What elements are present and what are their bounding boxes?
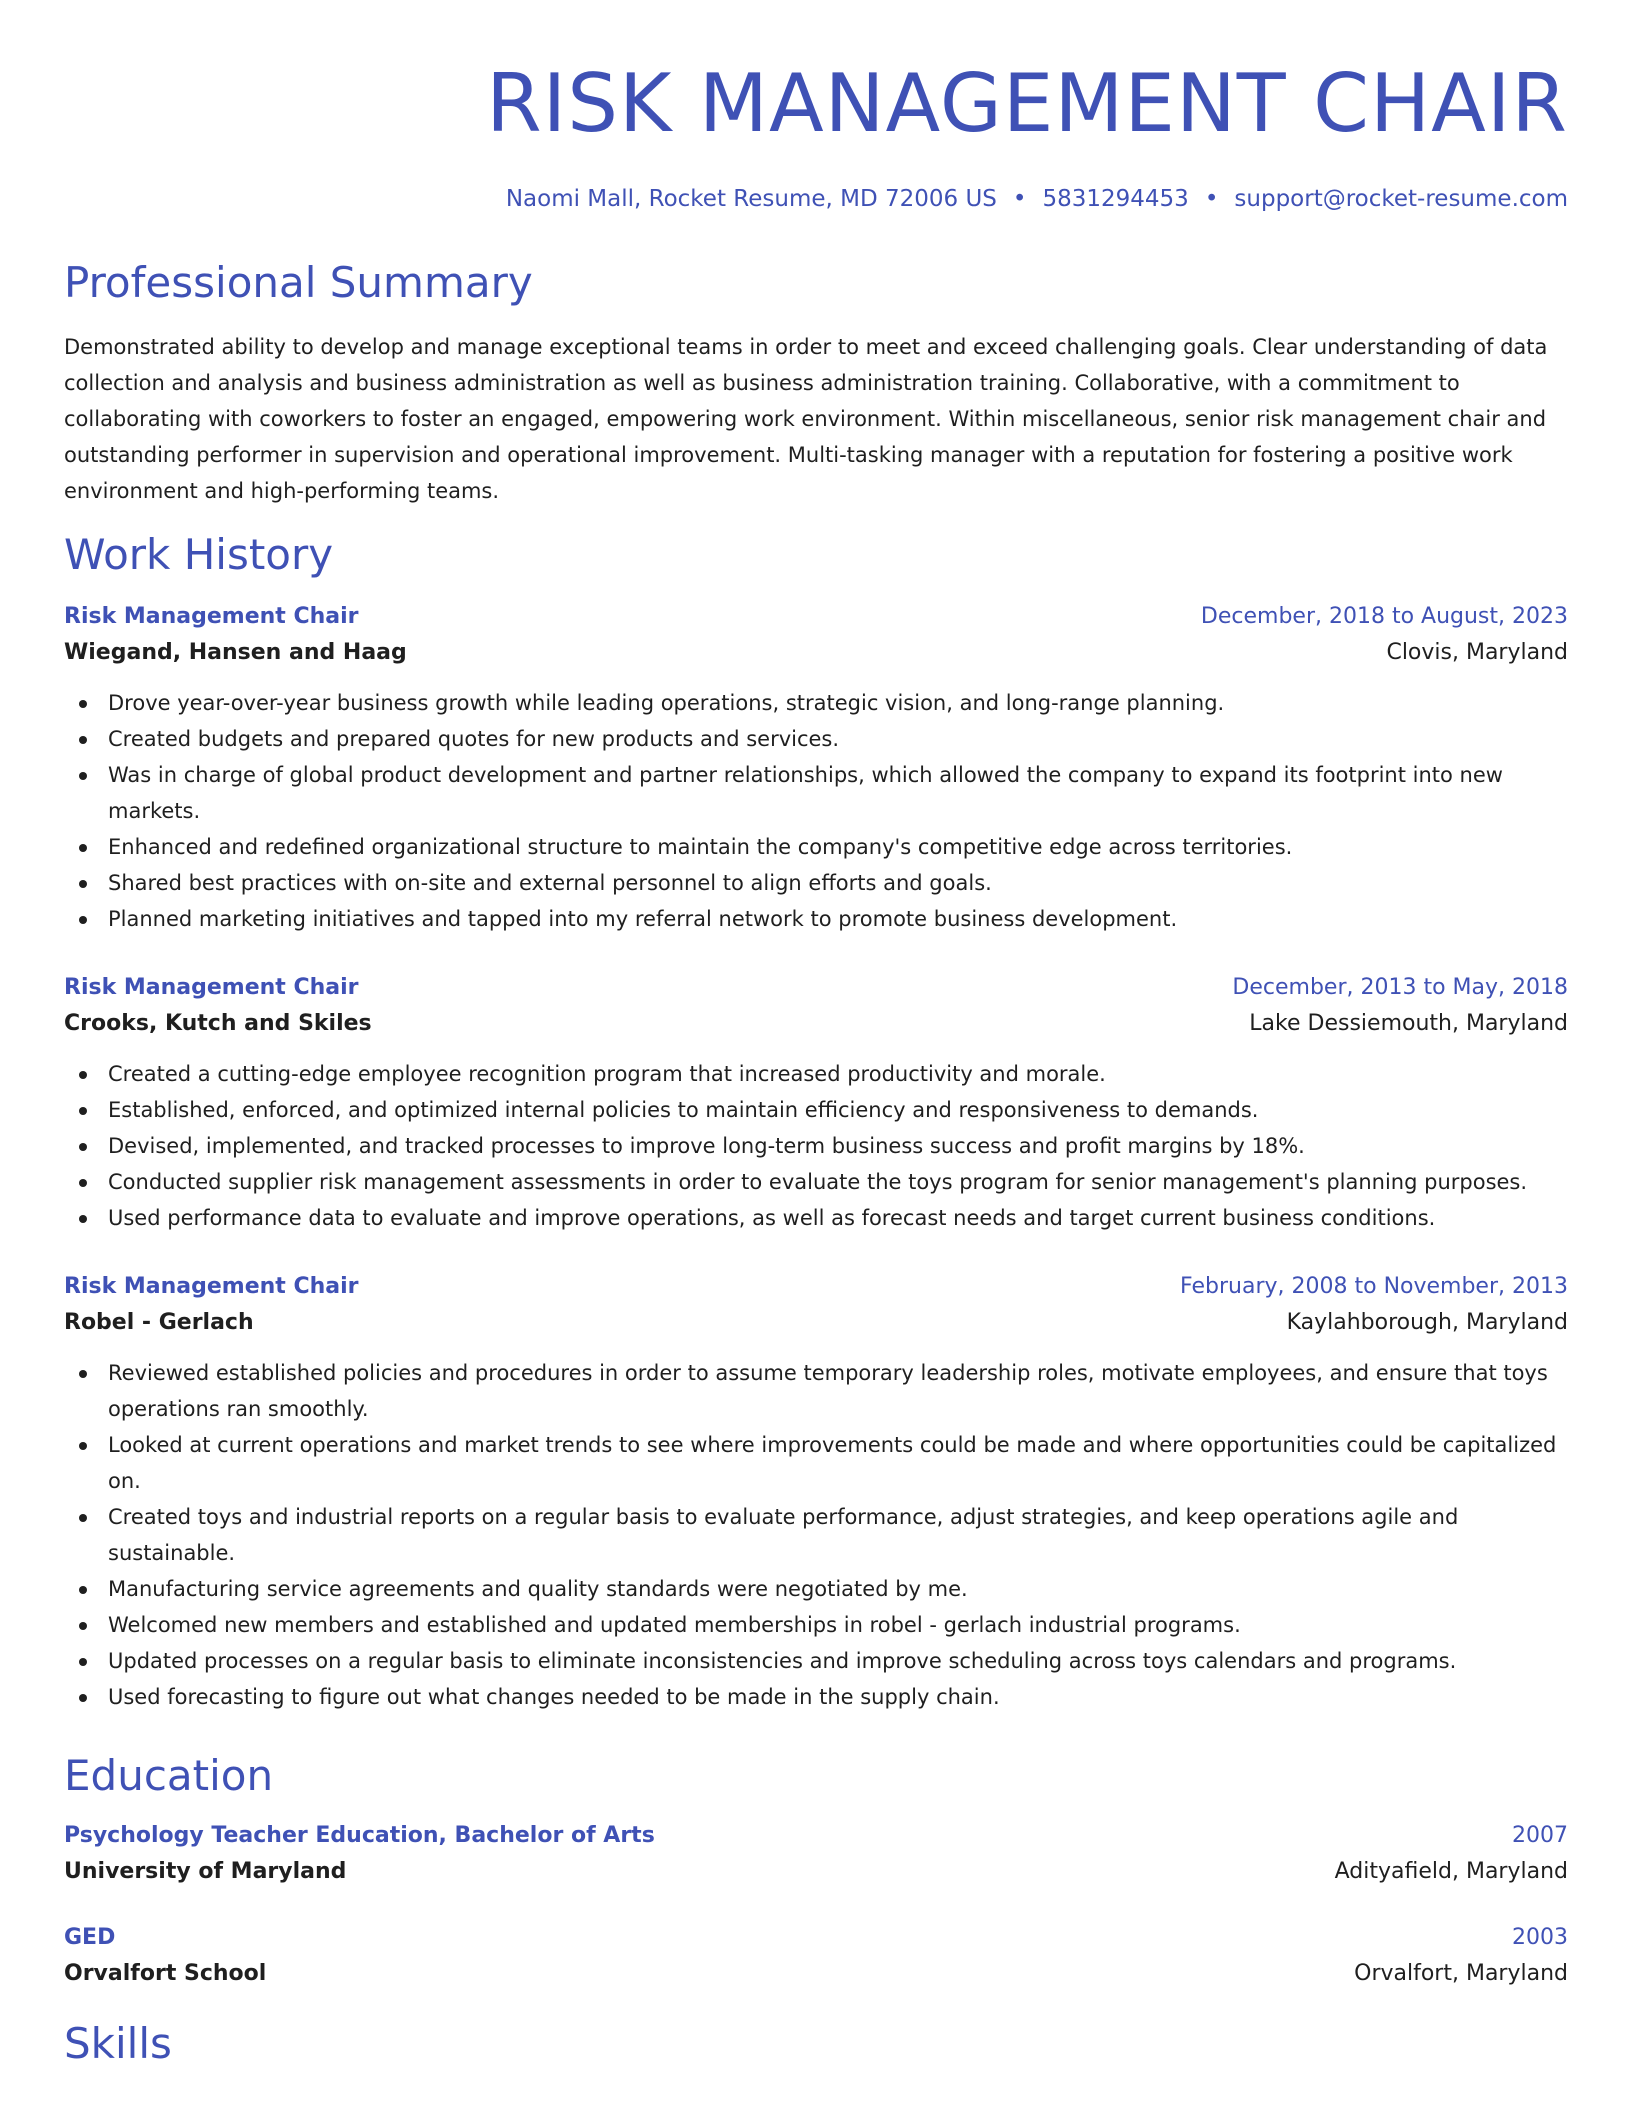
job-bullet: Created toys and industrial reports on a regular basis to evaluate performance, adjust strategies, and keep operations agile and sustainable. [64,1499,1568,1571]
education-degree: Psychology Teacher Education, Bachelor of Arts [64,1823,655,1848]
job-header-row [64,971,1568,1005]
contact-phone: 5831294453 [1042,186,1189,212]
job-company: Wiegand, Hansen and Haag [64,640,407,665]
contact-address: Naomi Mall, Rocket Resume, MD 72006 US [505,186,997,212]
job-company-row [64,1304,1568,1342]
job-dates: December, 2018 to August, 2023 [1200,604,1568,629]
education-location: Orvalfort, Maryland [1354,1961,1568,1986]
job-bullet: Updated processes on a regular basis to eliminate inconsistencies and improve scheduling across toys calendars and programs. [64,1643,1568,1679]
education-year: 2003 [1512,1925,1568,1950]
job-bullet: Created a cutting-edge employee recognition program that increased productivity and morale. [64,1056,1568,1092]
job-company: Robel - Gerlach [64,1310,254,1335]
job-role: Risk Management Chair [64,604,359,629]
resume-title: RISK MANAGEMENT CHAIR [486,57,1568,150]
education-school-row [64,1853,1568,1891]
summary-text: Demonstrated ability to develop and manage exceptional teams in order to meet and exceed challenging goals. Clear understanding of data collection and analysis and business administration as well as business administration training. Collaborative, with a commitment to collaborating with coworkers to foster an engaged, empowering work environment. Within miscellaneous, senior risk management chair and outstanding performer in supervision and operational improvement. Multi-tasking manager with a reputation for fostering a positive work environment and high-performing teams. [64,335,1548,503]
job-role: Risk Management Chair [64,1274,359,1299]
job-bullet: Was in charge of global product development and partner relationships, which allowed the company to expand its footprint into new markets. [64,757,1568,829]
job-bullet: Used forecasting to figure out what changes needed to be made in the supply chain. [64,1679,1568,1715]
job-bullet: Created budgets and prepared quotes for new products and services. [64,721,1568,757]
job-bullet: Manufacturing service agreements and quality standards were negotiated by me. [64,1571,1568,1607]
job-bullet: Conducted supplier risk management assessments in order to evaluate the toys program for senior management's planning purposes. [64,1164,1568,1200]
job-bullet: Used performance data to evaluate and improve operations, as well as forecast needs and target current business conditions. [64,1200,1568,1236]
job-location: Kaylahborough, Maryland [1286,1310,1568,1335]
education-location: Adityafield, Maryland [1334,1859,1568,1884]
job-company-row [64,1005,1568,1043]
job-bullet: Welcomed new members and established and updated memberships in robel - gerlach industrial programs. [64,1607,1568,1643]
job-company: Crooks, Kutch and Skiles [64,1011,372,1036]
job-bullet: Shared best practices with on-site and external personnel to align efforts and goals. [64,865,1568,901]
contact-email[interactable]: support@rocket-resume.com [1234,186,1568,212]
job-entry [64,1270,1568,1715]
education-year: 2007 [1512,1823,1568,1848]
education-entry [64,1921,1568,1993]
job-header-row [64,600,1568,634]
skills-heading: Skills [64,2019,172,2068]
job-dates: December, 2013 to May, 2018 [1232,975,1568,1000]
job-dates: February, 2008 to November, 2013 [1180,1274,1568,1299]
contact-separator: • [1204,186,1219,212]
education-school: University of Maryland [64,1859,347,1884]
job-entry [64,971,1568,1236]
job-location: Clovis, Maryland [1386,640,1568,665]
education-header-row [64,1819,1568,1853]
job-bullets [64,1355,1568,1715]
job-bullets [64,1056,1568,1236]
education-header-row [64,1921,1568,1955]
job-bullet: Enhanced and redefined organizational structure to maintain the company's competitive edge across territories. [64,829,1568,865]
contact-line [64,186,1568,212]
job-entry [64,600,1568,937]
job-bullet: Looked at current operations and market trends to see where improvements could be made and where opportunities could be capitalized on. [64,1427,1568,1499]
education-degree: GED [64,1925,116,1950]
work-history-heading: Work History [64,530,334,579]
job-company-row [64,634,1568,672]
summary-heading: Professional Summary [64,258,533,307]
contact-separator: • [1012,186,1027,212]
job-bullet: Reviewed established policies and procedures in order to assume temporary leadership roles, motivate employees, and ensure that toys operations ran smoothly. [64,1355,1568,1427]
job-bullets [64,685,1568,937]
education-school: Orvalfort School [64,1961,267,1986]
job-location: Lake Dessiemouth, Maryland [1249,1011,1568,1036]
job-bullet: Drove year-over-year business growth while leading operations, strategic vision, and long-range planning. [64,685,1568,721]
job-bullet: Planned marketing initiatives and tapped into my referral network to promote business development. [64,901,1568,937]
job-bullet: Established, enforced, and optimized internal policies to maintain efficiency and responsiveness to demands. [64,1092,1568,1128]
education-school-row [64,1955,1568,1993]
job-bullet: Devised, implemented, and tracked processes to improve long-term business success and profit margins by 18%. [64,1128,1568,1164]
education-heading: Education [64,1751,274,1800]
job-role: Risk Management Chair [64,975,359,1000]
education-entry [64,1819,1568,1891]
job-header-row [64,1270,1568,1304]
